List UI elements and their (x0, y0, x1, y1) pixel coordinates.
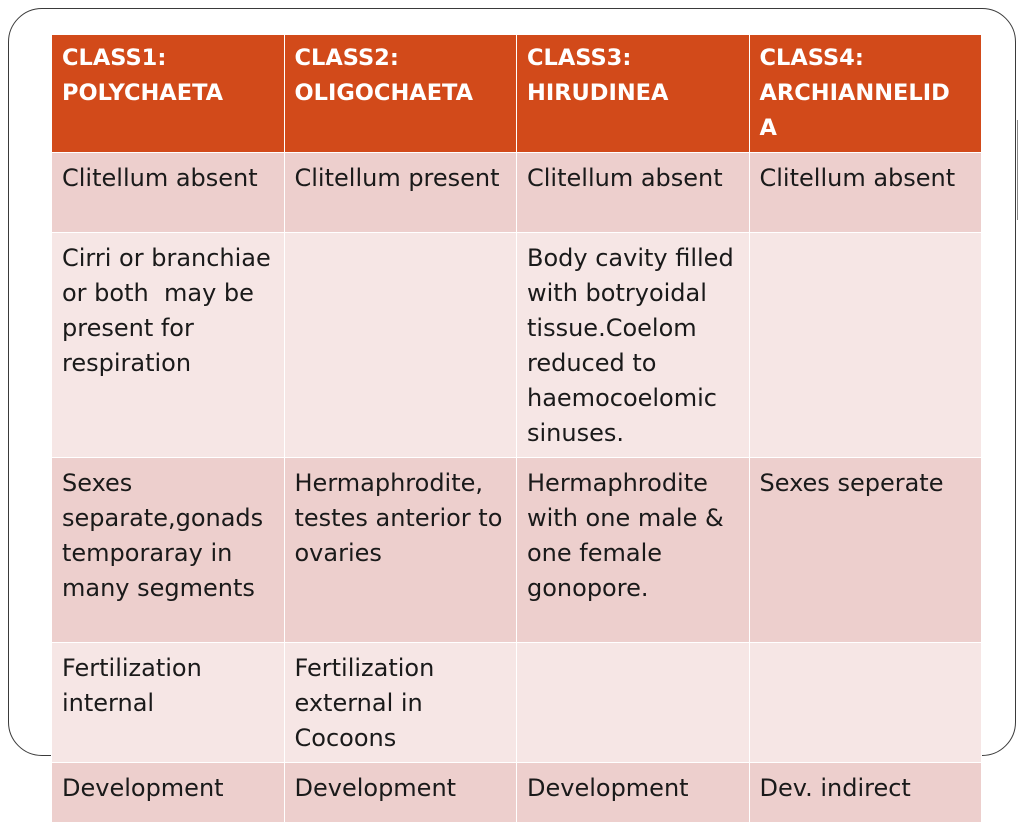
header-class2-number: CLASS2: (294, 45, 399, 71)
header-class4-number: CLASS4: (759, 45, 864, 71)
table-cell (284, 153, 517, 233)
table-cell (517, 153, 750, 233)
table-row (52, 458, 982, 643)
annelida-classes-table (51, 34, 982, 823)
cell-text: Dev. indirect (759, 774, 911, 802)
table-cell (52, 458, 285, 643)
table-row (52, 763, 982, 823)
header-class4-name: ARCHIANNELID A (759, 80, 950, 141)
header-class3 (517, 35, 750, 153)
header-class1-name: POLYCHAETA (62, 80, 224, 106)
cell-text: Clitellum absent (759, 164, 956, 192)
cell-text: Clitellum absent (527, 164, 723, 192)
cell-text: Clitellum present (294, 164, 500, 192)
table-row (52, 643, 982, 763)
table-header-row (52, 35, 982, 153)
cell-text: Sexes seperate (759, 469, 944, 497)
table-cell (517, 763, 750, 823)
table-cell (749, 763, 982, 823)
header-class1-number: CLASS1: (62, 45, 167, 71)
header-class4 (749, 35, 982, 153)
cell-text: Development (294, 774, 457, 802)
header-class2-name: OLIGOCHAETA (294, 80, 474, 106)
cell-text: Hermaphrodite, testes anterior to ovaries (294, 469, 511, 567)
header-class3-name: HIRUDINEA (527, 80, 669, 106)
cell-text: Body cavity filled with botryoidal tissue.Coelom reduced to haemocoelomic sinuses. (527, 244, 742, 447)
table-cell (52, 153, 285, 233)
table-row (52, 233, 982, 458)
cell-text: Hermaphrodite with one male & one female gonopore. (527, 469, 732, 602)
table-cell (284, 763, 517, 823)
table-cell (52, 763, 285, 823)
header-class1 (52, 35, 285, 153)
cell-text: Development (527, 774, 689, 802)
table-cell (517, 643, 750, 763)
table-cell (749, 458, 982, 643)
table-cell (517, 233, 750, 458)
cell-text: Cirri or branchiae or both may be present for respiration (62, 244, 279, 377)
table-cell (52, 643, 285, 763)
table-cell (749, 233, 982, 458)
cell-text: Clitellum absent (62, 164, 258, 192)
table-cell (284, 233, 517, 458)
header-class2 (284, 35, 517, 153)
table-cell (52, 233, 285, 458)
frame-edge-tab (1012, 120, 1018, 220)
table-row (52, 153, 982, 233)
table-cell (749, 153, 982, 233)
table-cell (517, 458, 750, 643)
cell-text: Fertilization internal (62, 654, 210, 717)
header-class3-number: CLASS3: (527, 45, 632, 71)
cell-text: Development (62, 774, 224, 802)
table-cell (284, 458, 517, 643)
table-cell (749, 643, 982, 763)
cell-text: Fertilization external in Cocoons (294, 654, 442, 752)
cell-text: Sexes separate,gonads temporaray in many segments (62, 469, 271, 602)
table-cell (284, 643, 517, 763)
